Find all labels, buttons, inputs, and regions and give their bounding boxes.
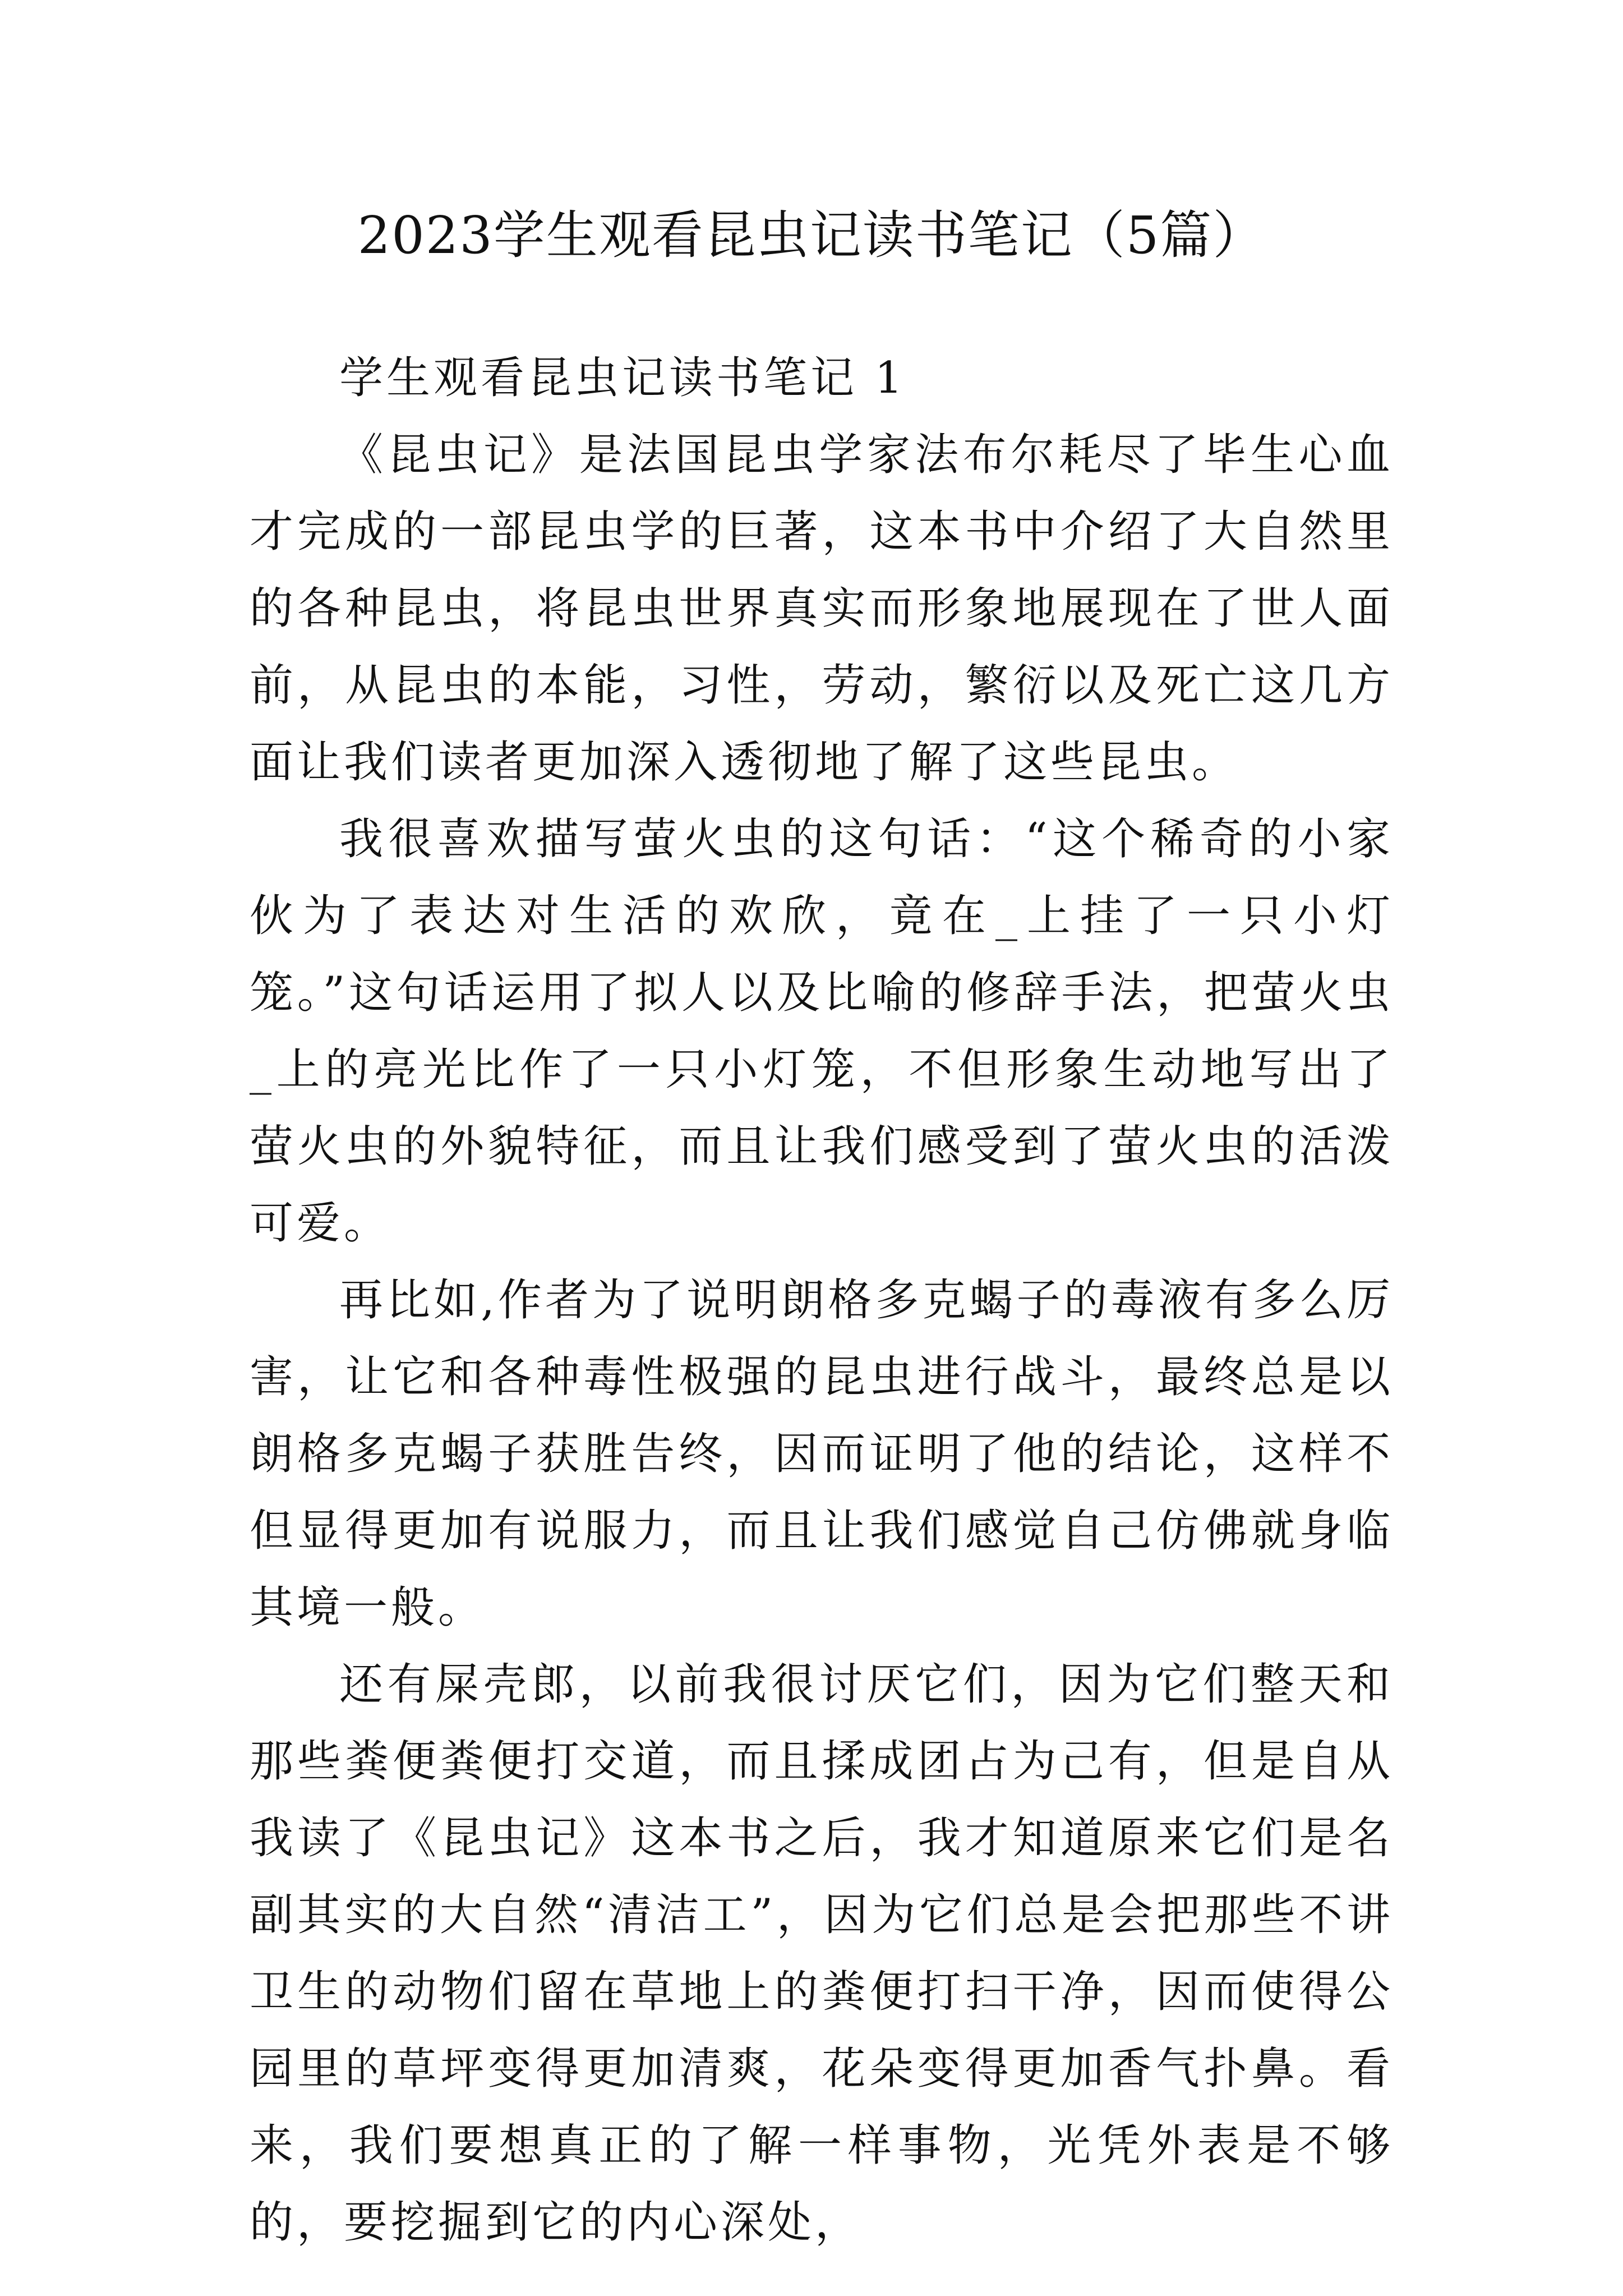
document-body bbox=[250, 340, 1394, 2261]
document-title: 2023学生观看昆虫记读书笔记（5篇） bbox=[357, 205, 1266, 265]
paragraph-4: 还有屎壳郎，以前我很讨厌它们，因为它们整天和那些粪便粪便打交道，而且揉成团占为己有，但是自从我读了《昆虫记》这本书之后，我才知道原来它们是名副其实的大自然“清洁工”，因为它们总是会把那些不讲卫生的动物们留在草地上的粪便打扫干净，因而使得公园里的草坪变得更加清爽，花朵变得更加香气扑鼻。看来，我们要想真正的了解一样事物，光凭外表是不够的，要挖掘到它的内心深处， bbox=[250, 1659, 1394, 2248]
section-heading: 学生观看昆虫记读书笔记 1 bbox=[339, 353, 906, 403]
paragraph-3: 再比如,作者为了说明朗格多克蝎子的毒液有多么厉害，让它和各种毒性极强的昆虫进行战斗，最终总是以朗格多克蝎子获胜告终，因而证明了他的结论，这样不但显得更加有说服力，而且让我们感觉自己仿佛就身临其境一般。 bbox=[250, 1275, 1394, 1633]
paragraph-2: 我很喜欢描写萤火虫的这句话：“这个稀奇的小家伙为了表达对生活的欢欣，竟在_上挂了一只小灯笼。”这句话运用了拟人以及比喻的修辞手法，把萤火虫_上的亮光比作了一只小灯笼，不但形象生动地写出了萤火虫的外貌特征，而且让我们感受到了萤火虫的活泼可爱。 bbox=[250, 814, 1394, 1249]
paragraph-1: 《昆虫记》是法国昆虫学家法布尔耗尽了毕生心血才完成的一部昆虫学的巨著，这本书中介绍了大自然里的各种昆虫，将昆虫世界真实而形象地展现在了世人面前，从昆虫的本能，习性，劳动，繁衍以及死亡这几方面让我们读者更加深入透彻地了解了这些昆虫。 bbox=[250, 430, 1394, 788]
